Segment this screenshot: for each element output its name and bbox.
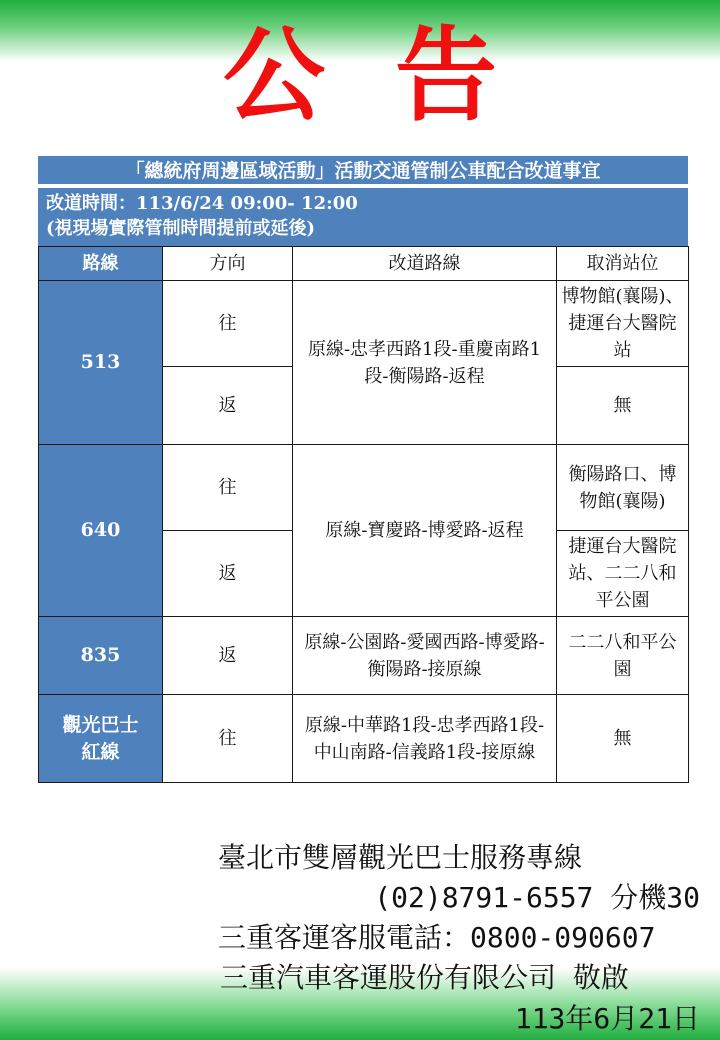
direction-cell: 往 bbox=[163, 445, 293, 531]
table-row bbox=[39, 281, 689, 367]
header-direction: 方向 bbox=[163, 247, 293, 281]
header-route: 路線 bbox=[39, 247, 163, 281]
route-640: 640 bbox=[39, 445, 163, 617]
header-cancel: 取消站位 bbox=[557, 247, 689, 281]
route-tour-red: 觀光巴士紅線 bbox=[39, 695, 163, 783]
table-row bbox=[39, 445, 689, 531]
detour-table bbox=[38, 246, 689, 783]
direction-cell: 往 bbox=[163, 695, 293, 783]
direction-cell: 返 bbox=[163, 531, 293, 617]
route-835: 835 bbox=[39, 617, 163, 695]
detour-time-note: (視現場實際管制時間提前或延後) bbox=[46, 218, 316, 239]
footer-date: 113年6月21日 bbox=[514, 1002, 700, 1035]
table-header-row bbox=[39, 247, 689, 281]
detour-tour-red: 原線-中華路1段-忠孝西路1段-中山南路-信義路1段-接原線 bbox=[293, 695, 557, 783]
cancel-640-back: 捷運台大醫院站、二二八和平公園 bbox=[557, 531, 689, 617]
table-row bbox=[39, 617, 689, 695]
footer-service-line: 臺北市雙層觀光巴士服務專線 bbox=[218, 841, 583, 874]
direction-cell: 返 bbox=[163, 617, 293, 695]
cancel-tour-red: 無 bbox=[557, 695, 689, 783]
footer-customer-service: 三重客運客服電話：0800-090607 bbox=[218, 921, 656, 954]
footer-phone: (02)8791-6557 分機30 bbox=[374, 881, 700, 914]
cancel-513-back: 無 bbox=[557, 367, 689, 445]
detour-time: 改道時間：113/6/24 09:00- 12:00 bbox=[46, 193, 358, 214]
detour-835: 原線-公園路-愛國西路-博愛路-衡陽路-接原線 bbox=[293, 617, 557, 695]
table-row bbox=[39, 695, 689, 783]
direction-cell: 返 bbox=[163, 367, 293, 445]
detour-time-bar bbox=[38, 188, 688, 246]
header-detour: 改道路線 bbox=[293, 247, 557, 281]
header-title-bar: 「總統府周邊區域活動」活動交通管制公車配合改道事宜 bbox=[38, 156, 688, 186]
direction-cell: 往 bbox=[163, 281, 293, 367]
notice-title: 公告 bbox=[223, 17, 567, 136]
detour-640: 原線-寶慶路-博愛路-返程 bbox=[293, 445, 557, 617]
cancel-513-out: 博物館(襄陽)、捷運台大醫院站 bbox=[557, 281, 689, 367]
cancel-640-out: 衡陽路口、博物館(襄陽) bbox=[557, 445, 689, 531]
route-513: 513 bbox=[39, 281, 163, 445]
cancel-835: 二二八和平公園 bbox=[557, 617, 689, 695]
detour-513: 原線-忠孝西路1段-重慶南路1段-衡陽路-返程 bbox=[293, 281, 557, 445]
footer-company: 三重汽車客運股份有限公司 敬啟 bbox=[220, 961, 629, 994]
